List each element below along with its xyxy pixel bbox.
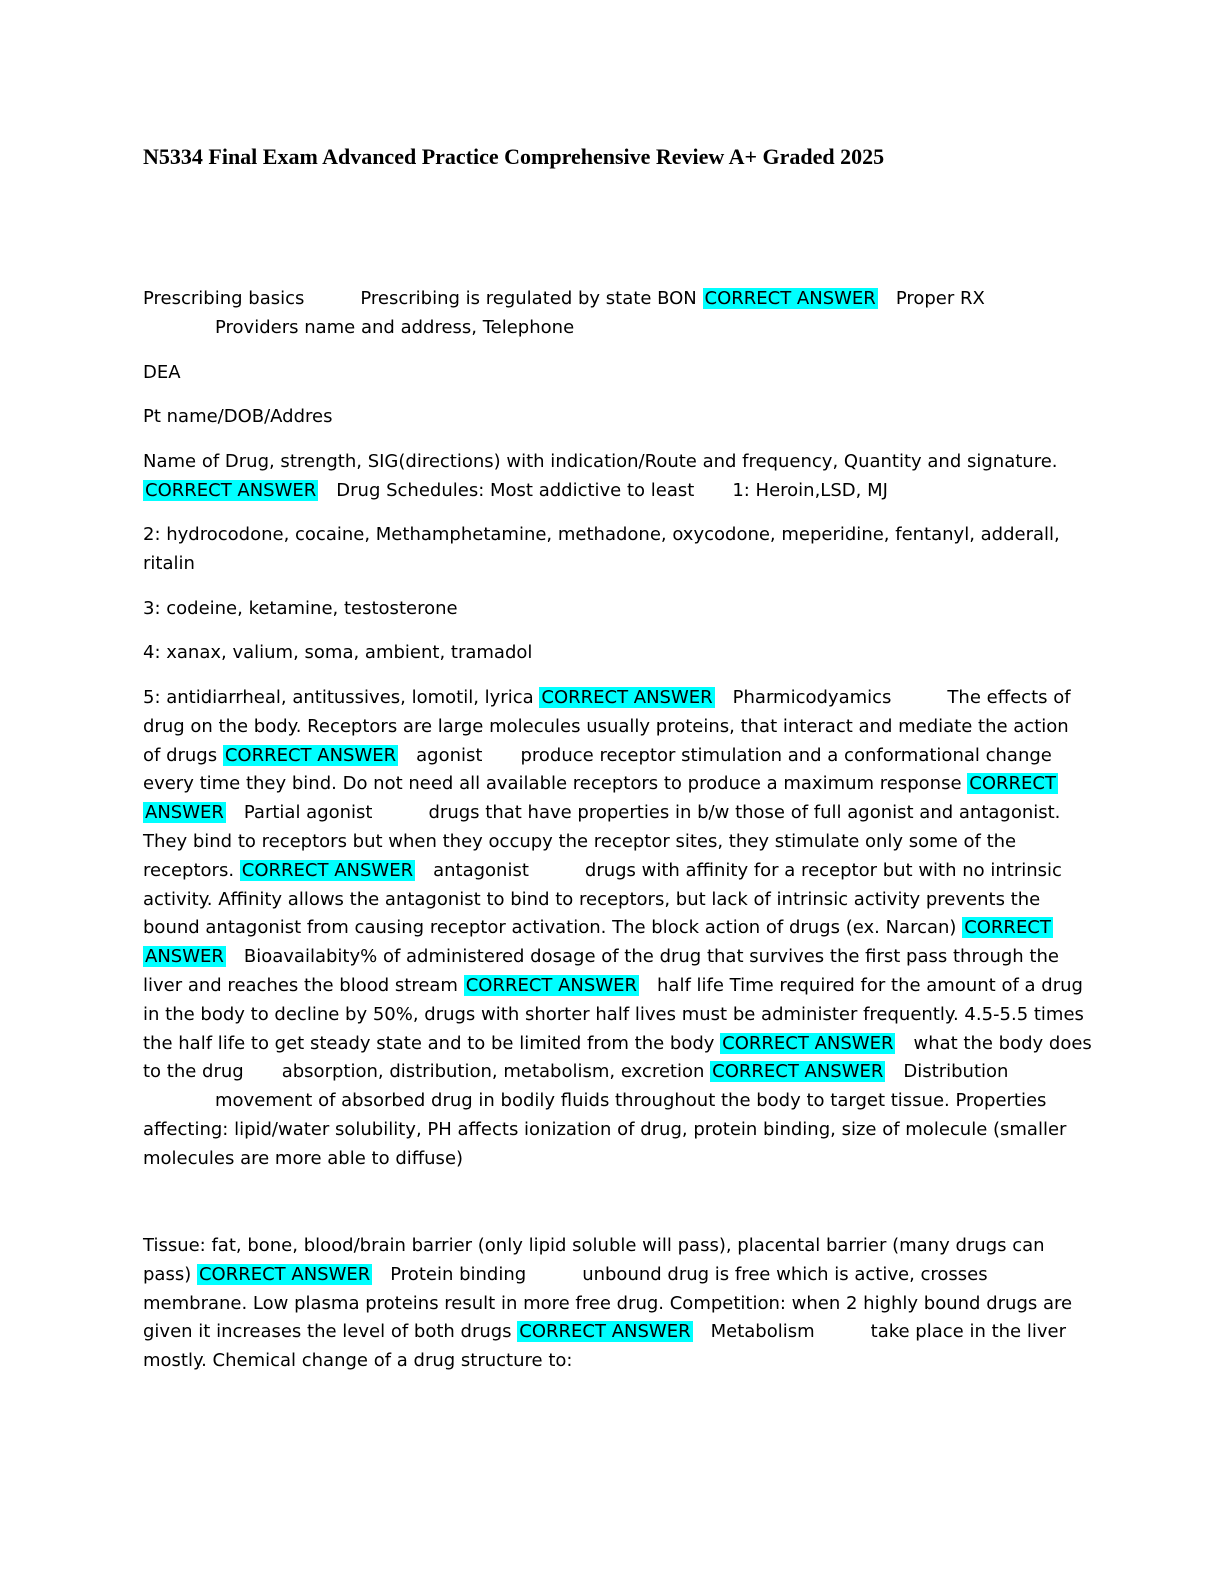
correct-answer-highlight: CORRECT ANSWER [519, 1321, 691, 1343]
text-segment: drugs with affinity for a receptor but with no intrinsic [584, 859, 1062, 881]
text-line: 2: hydrocodone, cocaine, Methamphetamine, methadone, oxycodone, meperidine, fentanyl, adderall, [143, 524, 1060, 545]
text-segment: every time they bind. Do not need all available receptors to produce a maximum response [143, 773, 962, 795]
text-line: molecules are more able to diffuse) [143, 1147, 464, 1169]
text-segment: pass) [143, 1263, 192, 1285]
text-line: Tissue: fat, bone, blood/brain barrier (only lipid soluble will pass), placental barrier (many drugs can [143, 1235, 1045, 1256]
text-segment: The effects of [947, 687, 1071, 708]
text-line: They bind to receptors but when they occupy the receptor sites, they stimulate only some of the [143, 830, 1017, 852]
text-segment: Protein binding [390, 1263, 527, 1285]
text-segment: unbound drug is free which is active, crosses [582, 1263, 988, 1285]
paragraph-pharmacology [143, 684, 1092, 1174]
text-segment: movement of absorbed drug in bodily fluids throughout the body to target tissue. Properties [215, 1090, 1047, 1112]
correct-answer-highlight: CORRECT ANSWER [712, 1061, 884, 1083]
text-segment: half life Time required for the amount of a drug [657, 974, 1083, 996]
text-segment: antagonist [433, 859, 529, 881]
text-line: drug on the body. Receptors are large molecules usually proteins, that interact and mediate the action [143, 715, 1069, 737]
text-segment: take place in the liver [870, 1321, 1066, 1343]
text-segment: what the body does [913, 1032, 1092, 1054]
text-segment: Proper RX [895, 288, 985, 309]
paragraph-schedule-4 [143, 639, 1073, 668]
text-line: 4: xanax, valium, soma, ambient, tramadol [143, 642, 533, 663]
text-line: ritalin [143, 552, 195, 574]
text-segment: drugs that have properties in b/w those of full agonist and antagonist. [428, 802, 1061, 824]
correct-answer-highlight: CORRECT ANSWER [145, 479, 317, 501]
correct-answer-highlight: ANSWER [145, 946, 224, 968]
correct-answer-highlight: CORRECT ANSWER [198, 1263, 371, 1285]
text-line: affecting: lipid/water solubility, PH affects ionization of drug, protein binding, size of molecule (smaller [143, 1118, 1067, 1140]
text-line: in the body to decline by 50%, drugs with shorter half lives must be administer frequently. 4.5-5.5 times [143, 1003, 1084, 1025]
paragraph-schedule-2 [143, 521, 1073, 579]
text-segment: to the drug [143, 1061, 244, 1083]
text-segment: Prescribing basics [143, 288, 305, 309]
text-segment: Metabolism [710, 1321, 815, 1343]
text-line: 3: codeine, ketamine, testosterone [143, 598, 458, 619]
text-segment: 5: antidiarrheal, antitussives, lomotil, lyrica [143, 687, 534, 708]
paragraph-tissue-distribution [143, 1232, 1073, 1376]
text-line: mostly. Chemical change of a drug structure to: [143, 1350, 573, 1372]
paragraph-drug-name [143, 448, 1073, 506]
text-segment: Pharmicodyamics [732, 687, 892, 708]
correct-answer-highlight: CORRECT ANSWER [465, 974, 637, 996]
paragraph-dea [143, 359, 1073, 388]
paragraph-patient-info [143, 403, 1073, 432]
text-segment: of drugs [143, 744, 218, 766]
text-segment: 1: Heroin,LSD, MJ [732, 479, 888, 501]
text-segment: bound antagonist from causing receptor activation. The block action of drugs (ex. Narcan) [143, 917, 957, 939]
text-line: activity. Affinity allows the antagonist to bind to receptors, but lack of intrinsic activity prevents the [143, 888, 1041, 910]
text-segment: produce receptor stimulation and a conformational change [520, 744, 1052, 766]
text-segment: Drug Schedules: Most addictive to least [336, 479, 695, 501]
text-segment: Partial agonist [243, 802, 373, 824]
text-segment: the half life to get steady state and to be limited from the body [143, 1032, 715, 1054]
correct-answer-highlight: CORRECT ANSWER [224, 744, 397, 766]
correct-answer-highlight: CORRECT ANSWER [541, 687, 713, 708]
correct-answer-highlight: ANSWER [145, 802, 224, 824]
paragraph-prescribing-basics [143, 285, 1073, 343]
correct-answer-highlight: CORRECT [964, 917, 1051, 939]
paragraph-schedule-3 [143, 595, 1073, 624]
text-segment: liver and reaches the blood stream [143, 974, 458, 996]
text-segment: Prescribing is regulated by state BON [360, 288, 697, 309]
correct-answer-highlight: CORRECT [969, 773, 1056, 795]
text-line: DEA [143, 362, 181, 383]
text-line: Pt name/DOB/Addres [143, 406, 333, 427]
text-segment: Providers name and address, Telephone [215, 316, 575, 338]
text-segment: receptors. [143, 859, 235, 881]
correct-answer-highlight: CORRECT ANSWER [722, 1032, 894, 1054]
text-segment: agonist [416, 744, 483, 766]
text-segment: given it increases the level of both drugs [143, 1321, 512, 1343]
correct-answer-highlight: CORRECT ANSWER [704, 288, 876, 309]
text-segment: Bioavailabity% of administered dosage of the drug that survives the first pass through the [243, 946, 1059, 968]
document-title: N5334 Final Exam Advanced Practice Comprehensive Review A+ Graded 2025 [143, 144, 885, 169]
text-segment: absorption, distribution, metabolism, excretion [281, 1061, 705, 1083]
text-line: Name of Drug, strength, SIG(directions) with indication/Route and frequency, Quantity and signature. [143, 451, 1058, 472]
text-segment: Distribution [903, 1061, 1009, 1083]
text-line: membrane. Low plasma proteins result in more free drug. Competition: when 2 highly bound drugs are [143, 1292, 1073, 1314]
correct-answer-highlight: CORRECT ANSWER [241, 859, 414, 881]
